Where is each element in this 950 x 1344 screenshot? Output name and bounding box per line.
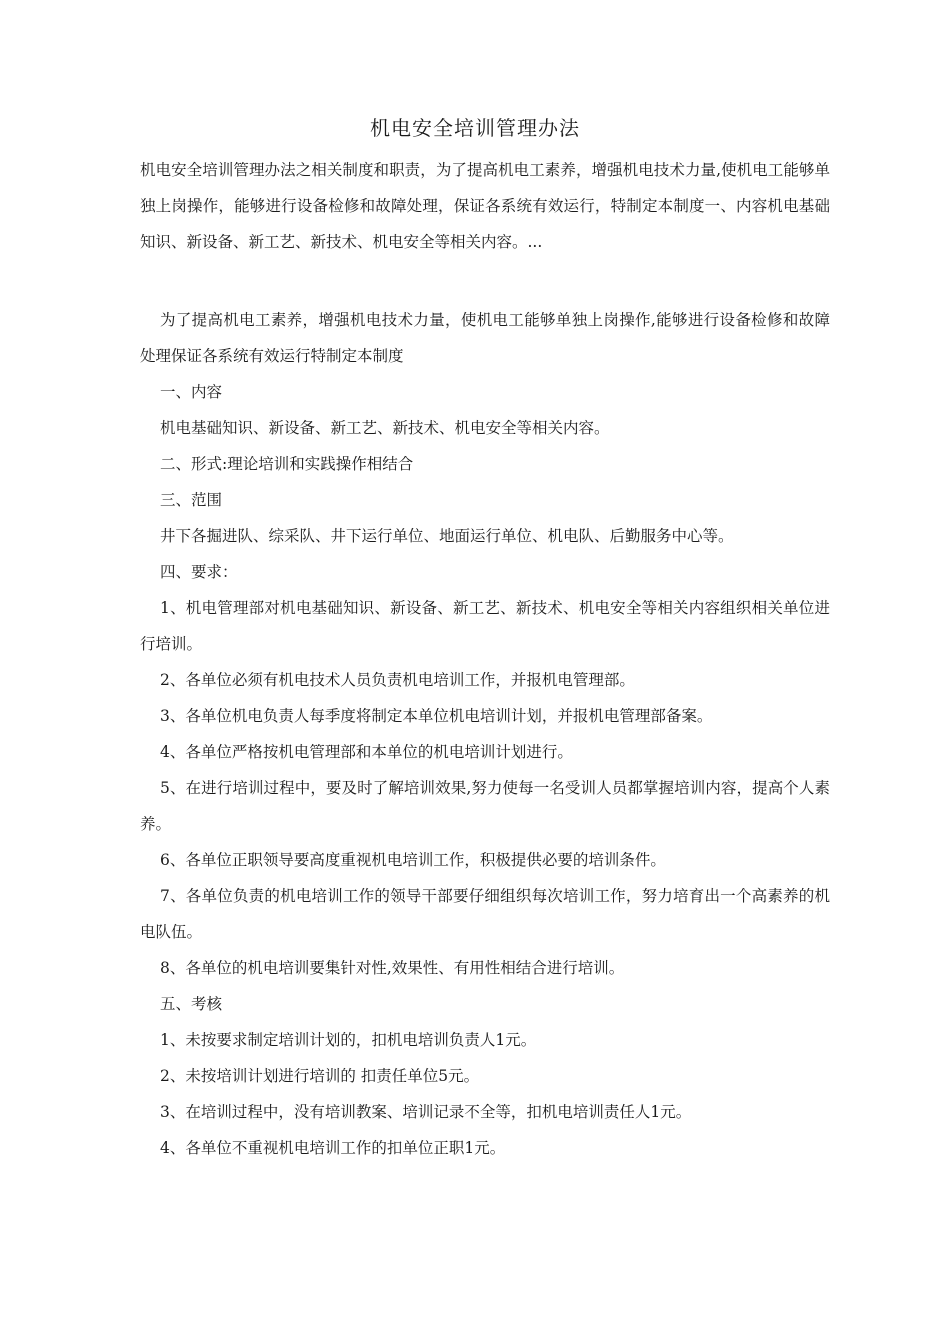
requirement-item: 7、各单位负责的机电培训工作的领导干部要仔细组织每次培训工作，努力培育出一个高素养的机电队伍。 bbox=[140, 887, 830, 941]
requirement-item: 8、各单位的机电培训要集针对性,效果性、有用性相结合进行培训。 bbox=[160, 959, 625, 977]
assessment-item: 1、未按要求制定培训计划的，扣机电培训负责人1元。 bbox=[160, 1031, 537, 1049]
assessment-item: 4、各单位不重视机电培训工作的扣单位正职1元。 bbox=[160, 1139, 506, 1157]
assessment-item: 2、未按培训计划进行培训的 扣责任单位5元。 bbox=[160, 1067, 480, 1085]
requirement-item: 3、各单位机电负责人每季度将制定本单位机电培训计划，并报机电管理部备案。 bbox=[160, 707, 713, 725]
requirement-item: 5、在进行培训过程中，要及时了解培训效果,努力使每一名受训人员都掌握培训内容，提高个人素养。 bbox=[140, 779, 830, 833]
paragraph-intro: 为了提高机电工素养，增强机电技术力量，使机电工能够单独上岗操作,能够进行设备检修和故障处理保证各系统有效运行特制定本制度 bbox=[140, 311, 830, 365]
section-heading-requirements: 四、要求： bbox=[160, 563, 238, 581]
section-heading-scope: 三、范围 bbox=[160, 491, 223, 509]
document-summary: 机电安全培训管理办法之相关制度和职责，为了提高机电工素养，增强机电技术力量,使机电工能够单独上岗操作，能够进行设备检修和故障处理，保证各系统有效运行，特制定本制度一、内容机电基础知识、新设备、新工艺、新技术、机电安全等相关内容。... bbox=[140, 161, 830, 251]
paragraph-scope: 井下各掘进队、综采队、井下运行单位、地面运行单位、机电队、后勤服务中心等。 bbox=[160, 527, 734, 545]
document-title: 机电安全培训管理办法 bbox=[370, 116, 580, 140]
requirement-item: 1、机电管理部对机电基础知识、新设备、新工艺、新技术、机电安全等相关内容组织相关单位进行培训。 bbox=[140, 599, 830, 653]
section-heading-assessment: 五、考核 bbox=[160, 995, 223, 1013]
document-body bbox=[140, 302, 830, 1166]
paragraph-content: 机电基础知识、新设备、新工艺、新技术、机电安全等相关内容。 bbox=[160, 419, 610, 437]
section-heading-form: 二、形式:理论培训和实践操作相结合 bbox=[160, 455, 414, 473]
requirement-item: 6、各单位正职领导要高度重视机电培训工作，积极提供必要的培训条件。 bbox=[160, 851, 666, 869]
assessment-item: 3、在培训过程中，没有培训教案、培训记录不全等，扣机电培训责任人1元。 bbox=[160, 1103, 692, 1121]
requirement-item: 4、各单位严格按机电管理部和本单位的机电培训计划进行。 bbox=[160, 743, 573, 761]
section-heading-content: 一、内容 bbox=[160, 383, 223, 401]
requirement-item: 2、各单位必须有机电技术人员负责机电培训工作，并报机电管理部。 bbox=[160, 671, 635, 689]
